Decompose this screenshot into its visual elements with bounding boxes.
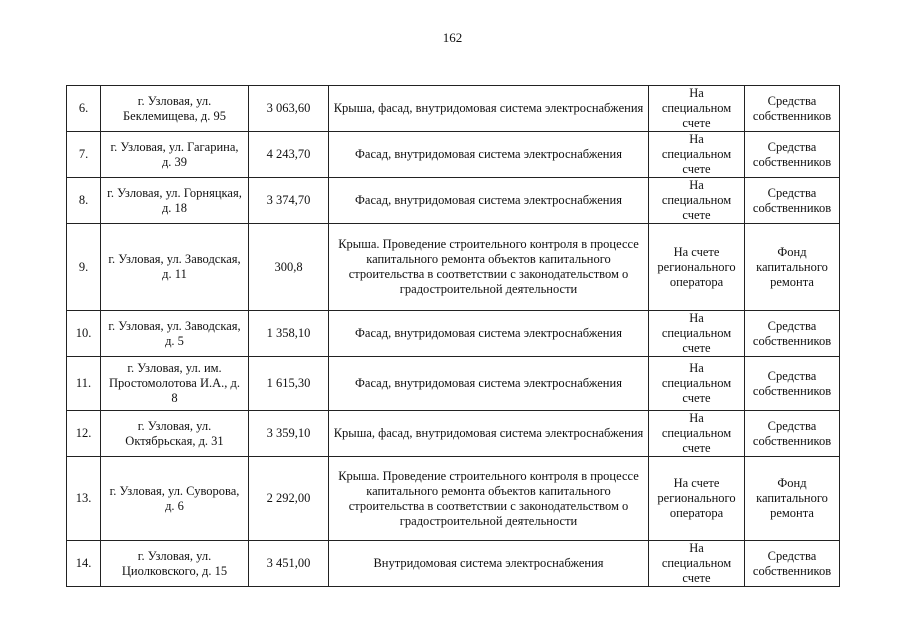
works-cell: Крыша. Проведение строительного контроля в процессе капитального ремонта объектов капитального строительства в соответствии с законодательством о градостроительной деятельности xyxy=(329,224,649,311)
address-cell: г. Узловая, ул. Заводская, д. 5 xyxy=(101,311,249,357)
account-cell: На специальном счете xyxy=(649,132,745,178)
works-cell: Фасад, внутридомовая система электроснабжения xyxy=(329,178,649,224)
table-row xyxy=(67,457,840,541)
works-cell: Внутридомовая система электроснабжения xyxy=(329,541,649,587)
area-cell: 3 451,00 xyxy=(249,541,329,587)
area-cell: 2 292,00 xyxy=(249,457,329,541)
area-cell: 3 359,10 xyxy=(249,411,329,457)
address-cell: г. Узловая, ул. Суворова, д. 6 xyxy=(101,457,249,541)
row-number: 8. xyxy=(67,178,101,224)
row-number: 6. xyxy=(67,86,101,132)
works-cell: Фасад, внутридомовая система электроснабжения xyxy=(329,357,649,411)
account-cell: На специальном счете xyxy=(649,86,745,132)
area-cell: 1 615,30 xyxy=(249,357,329,411)
works-cell: Фасад, внутридомовая система электроснабжения xyxy=(329,132,649,178)
table-row xyxy=(67,311,840,357)
address-cell: г. Узловая, ул. Гагарина, д. 39 xyxy=(101,132,249,178)
repair-register-table xyxy=(66,85,840,587)
address-cell: г. Узловая, ул. Горняцкая, д. 18 xyxy=(101,178,249,224)
funding-source-cell: Средства собственников xyxy=(745,541,840,587)
account-cell: На счете регионального оператора xyxy=(649,224,745,311)
funding-source-cell: Средства собственников xyxy=(745,311,840,357)
address-cell: г. Узловая, ул. Циолковского, д. 15 xyxy=(101,541,249,587)
row-number: 10. xyxy=(67,311,101,357)
account-cell: На специальном счете xyxy=(649,311,745,357)
area-cell: 300,8 xyxy=(249,224,329,311)
area-cell: 1 358,10 xyxy=(249,311,329,357)
works-cell: Крыша, фасад, внутридомовая система электроснабжения xyxy=(329,86,649,132)
table-row xyxy=(67,178,840,224)
table-row xyxy=(67,357,840,411)
row-number: 13. xyxy=(67,457,101,541)
table-row xyxy=(67,541,840,587)
account-cell: На специальном счете xyxy=(649,357,745,411)
address-cell: г. Узловая, ул. Октябрьская, д. 31 xyxy=(101,411,249,457)
account-cell: На специальном счете xyxy=(649,411,745,457)
account-cell: На специальном счете xyxy=(649,541,745,587)
area-cell: 4 243,70 xyxy=(249,132,329,178)
table-row xyxy=(67,224,840,311)
area-cell: 3 063,60 xyxy=(249,86,329,132)
funding-source-cell: Средства собственников xyxy=(745,132,840,178)
row-number: 11. xyxy=(67,357,101,411)
funding-source-cell: Средства собственников xyxy=(745,178,840,224)
funding-source-cell: Средства собственников xyxy=(745,86,840,132)
account-cell: На специальном счете xyxy=(649,178,745,224)
works-cell: Крыша, фасад, внутридомовая система электроснабжения xyxy=(329,411,649,457)
address-cell: г. Узловая, ул. им. Простомолотова И.А., д. 8 xyxy=(101,357,249,411)
funding-source-cell: Фонд капитального ремонта xyxy=(745,224,840,311)
table-row xyxy=(67,411,840,457)
table-row xyxy=(67,86,840,132)
works-cell: Фасад, внутридомовая система электроснабжения xyxy=(329,311,649,357)
page-number: 162 xyxy=(442,30,463,45)
row-number: 7. xyxy=(67,132,101,178)
row-number: 12. xyxy=(67,411,101,457)
table-row xyxy=(67,132,840,178)
funding-source-cell: Средства собственников xyxy=(745,357,840,411)
row-number: 9. xyxy=(67,224,101,311)
account-cell: На счете регионального оператора xyxy=(649,457,745,541)
funding-source-cell: Средства собственников xyxy=(745,411,840,457)
funding-source-cell: Фонд капитального ремонта xyxy=(745,457,840,541)
address-cell: г. Узловая, ул. Заводская, д. 11 xyxy=(101,224,249,311)
works-cell: Крыша. Проведение строительного контроля в процессе капитального ремонта объектов капитального строительства в соответствии с законодательством о градостроительной деятельности xyxy=(329,457,649,541)
address-cell: г. Узловая, ул. Беклемищева, д. 95 xyxy=(101,86,249,132)
area-cell: 3 374,70 xyxy=(249,178,329,224)
row-number: 14. xyxy=(67,541,101,587)
